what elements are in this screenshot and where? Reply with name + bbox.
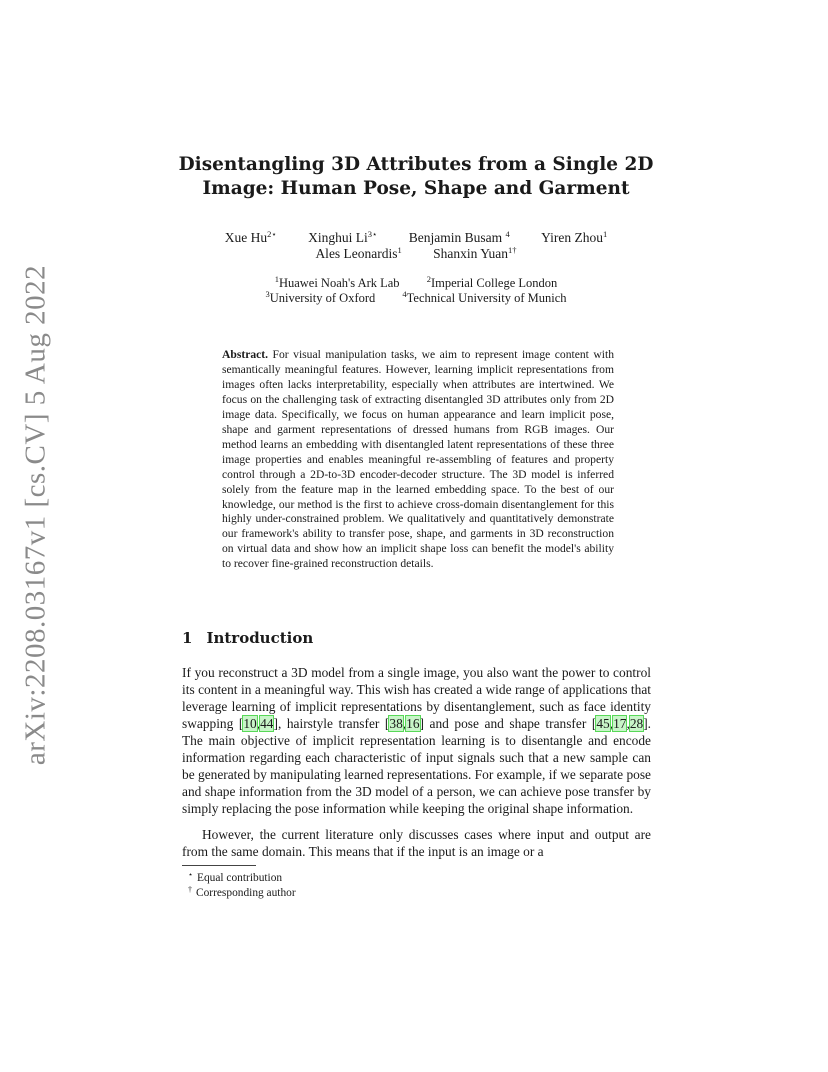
citation-link[interactable]: 10 [243,716,257,732]
affiliation: $^2$Imperial College London [426,274,558,290]
affiliation-line-2 [150,291,682,306]
footnote: ⋆ Equal contribution [188,870,283,884]
author-line-2 [150,246,682,262]
author: Shanxin Yuan$^{1\dagger}$ [433,245,517,261]
author: Yiren Zhou$^1$ [541,229,608,245]
citation-link[interactable]: 45 [596,716,610,732]
footnote-mark: † [188,885,192,894]
arxiv-sidebar-stamp [16,264,56,766]
section-number: 1 [182,629,193,647]
author: Xinghui $Li^{3⋆}$ [308,229,378,245]
section-title: Introduction [206,629,314,647]
footnote: † Corresponding author [188,885,296,899]
citation-link[interactable]: 44 [260,716,274,732]
intro-paragraph-1: If you reconstruct a 3D model from a single image, you also want the power to control its content in a meaningful way. This wish has created a wide range of applications that leverage learning of implicit representations by disentanglement, such as face identity swapping [10,44], hairstyle transfer [38,16] and pose and shape transfer [45,17,28]. The main objective of implicit representation learning is to disentangle and encode information regarding each characteristic of input signals such that a new sample can be generated by manipulating learned representations. For example, if we separate pose and shape information from the 3D model of a person, we can achieve pose transfer by simply replacing the pose information while keeping the original shape information. [182,665,652,817]
intro-paragraph-2: However, the current literature only discusses cases where input and output are from the same domain. This means that if the input is an image or a [182,827,651,860]
arxiv-id: arXiv:2208.03167v1 [cs.CV] 5 Aug 2022 [19,264,52,766]
author-line-1 [150,230,682,246]
citation-link[interactable]: 17 [613,716,627,732]
author: Xue $Hu^{2⋆}$ [224,229,277,245]
abstract [222,348,614,572]
affiliation: $^1$Huawei Noah's Ark Lab [274,274,400,290]
footnote-rule [182,865,256,866]
section-heading [182,629,313,647]
paper-title: Disentangling 3D Attributes from a Single 2D Image: Human Pose, Shape and Garment [178,154,654,199]
affiliation: $^3$University of Oxford [265,289,376,305]
author: Benjamin Busam $^4$ [408,229,510,245]
abstract-label: Abstract. [222,348,269,361]
author: Ales Leonardis$^1$ [315,245,402,261]
abstract-text: For visual manipulation tasks, we aim to represent image content with semantically meaningful features. However, learning implicit representations from images often lacks interpretability, especially when attributes are intertwined. We focus on the challenging task of extracting disentangled 3D attributes only from 2D image data. Specifically, we focus on human appearance and learn implicit pose, shape and garment representations of dressed humans from RGB images. Our method learns an embedding with disentangled latent representations of these three image properties and enables meaningful re-assembling of features and property control through a 2D-to-3D encoder-decoder structure. The 3D model is inferred solely from the feature map in the learned embedding space. To the best of our knowledge, our method is the first to achieve cross-domain disentanglement for this highly under-constrained problem. We qualitatively and quantitatively demonstrate our framework's ability to transfer pose, shape, and garments in 3D reconstruction on virtual data and show how an implicit shape loss can benefit the model's ability to recover fine-grained reconstruction details. [222,348,614,571]
footnote-mark: ⋆ [188,870,194,879]
citation-link[interactable]: 38 [389,716,403,732]
citation-link[interactable]: 16 [406,716,420,732]
affiliation: $^4$Technical University of Munich [402,289,567,305]
affiliation-line-1 [150,276,682,291]
citation-link[interactable]: 28 [629,716,644,732]
